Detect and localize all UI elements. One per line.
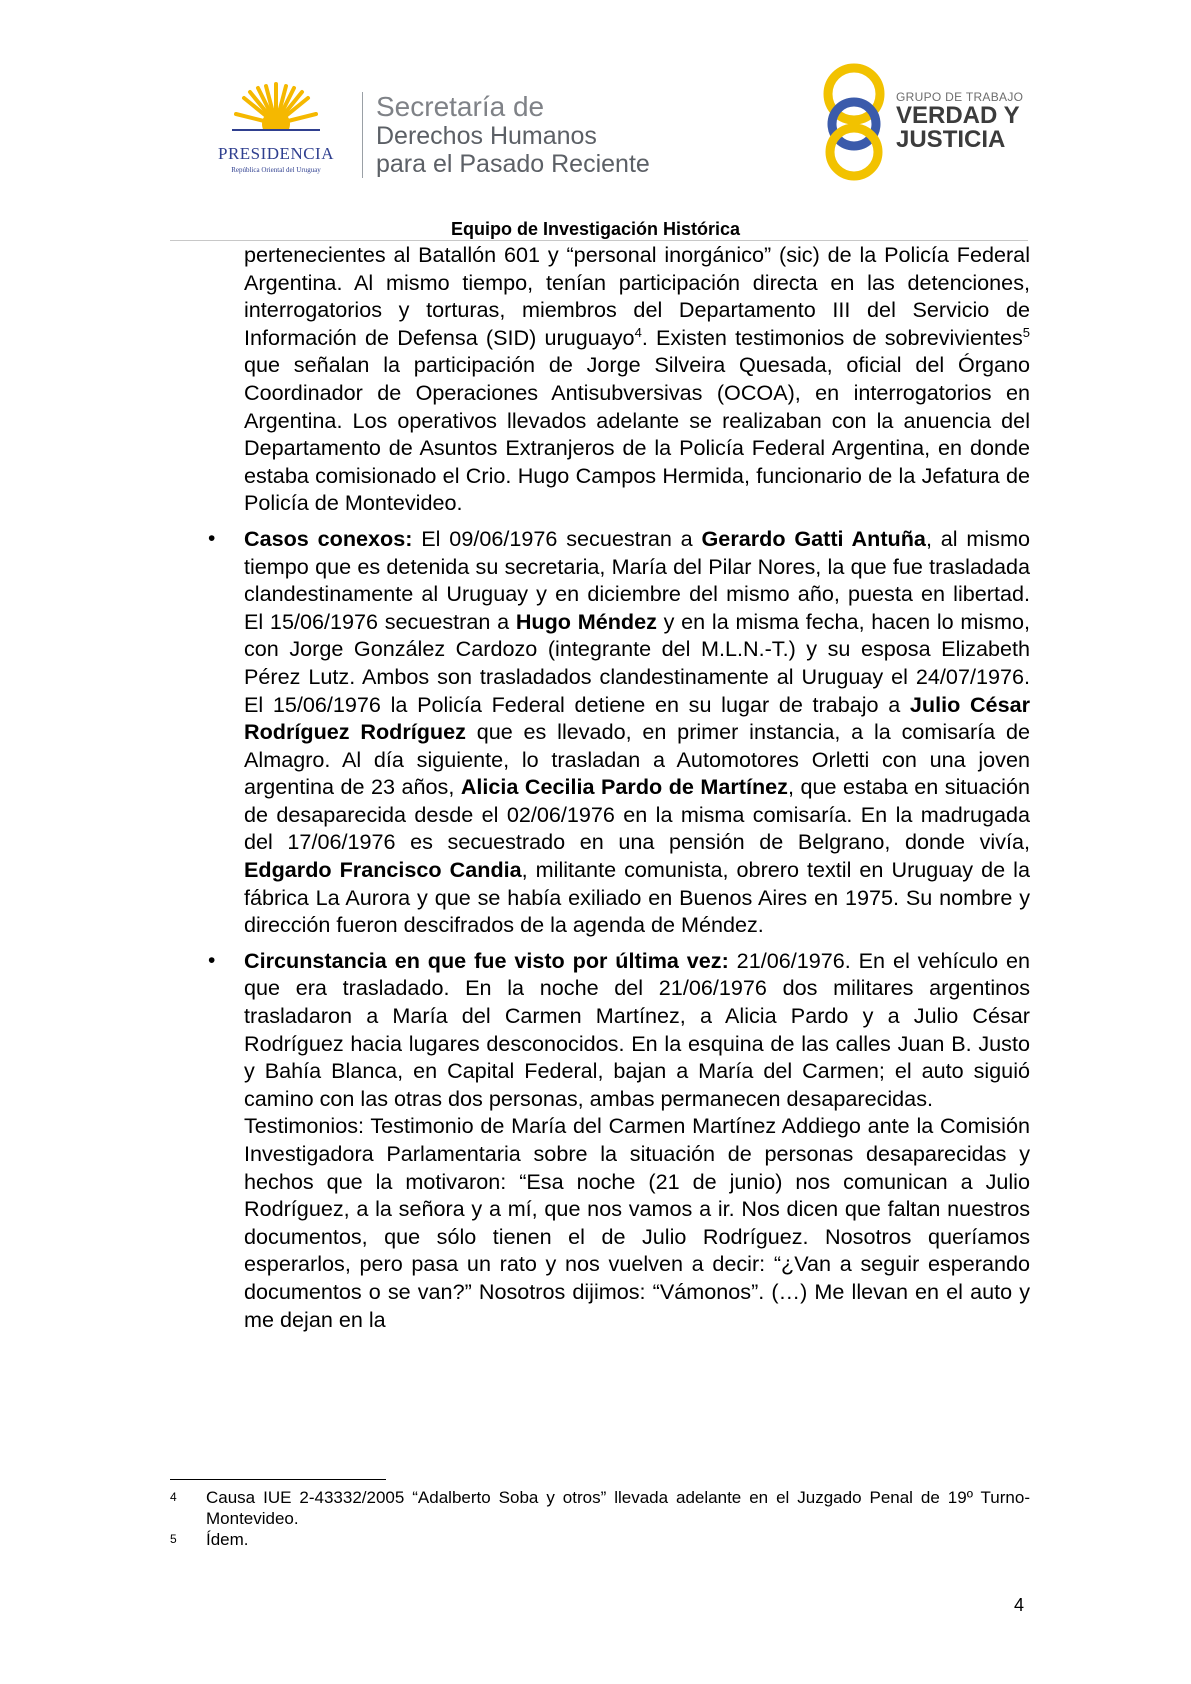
- text-run: El 09/06/1976 secuestran a: [412, 525, 702, 551]
- footnote-separator: [170, 1479, 386, 1480]
- footnotes: [170, 1487, 1030, 1550]
- gtvj-line-2: VERDAD Y: [896, 102, 1020, 129]
- footnote-number: 4: [170, 1490, 177, 1504]
- interlocking-rings-icon: [820, 62, 900, 182]
- secretaria-logo-text: [376, 92, 650, 178]
- bullet-marker: •: [208, 948, 216, 972]
- text-run: , que estaba en situación de desaparecida desde el 02/06/1976 en la misma comisaría. En la madrugada del 17/06/1976 es secuestrado en una pensión de Belgrano, donde vivía,: [244, 774, 1030, 855]
- text-run: . Existen testimonios de sobrevivientes: [641, 324, 1023, 350]
- text-run: que señalan la participación de Jorge Silveira Quesada, oficial del Órgano Coordinador de Operaciones Antisubversivas (OCOA), en interrogatorios en Argentina. Los operativos llevados adelante se realizaban con la anuencia del Departamento de Asuntos Extranjeros de la Policía Federal Argentina, en donde estaba comisionado el Crio. Hugo Campos Hermida, funcionario de la Jefatura de Policía de Montevideo.: [244, 352, 1030, 516]
- page-header: [0, 0, 1191, 239]
- footnote-number: 5: [170, 1532, 177, 1546]
- secretaria-line-1: Secretaría de: [376, 91, 545, 122]
- text-run: que es llevado, en primer instancia, a la comisaría de Almagro. Al día siguiente, lo trasladan a Automotores Orletti con una joven argentina de 23 años,: [244, 719, 1030, 800]
- footnote-text: Causa IUE 2-43332/2005 “Adalberto Soba y otros” llevada adelante en el Juzgado Penal de 19º Turno-Montevideo.: [206, 1488, 1030, 1528]
- bullet-text: [244, 947, 1030, 1113]
- bullet-text: [244, 525, 1030, 939]
- sun-icon: [232, 80, 320, 146]
- presidencia-wordmark: PRESIDENCIA: [217, 144, 334, 163]
- paragraph-continuation: [244, 241, 1030, 517]
- bullet-casos-conexos: [208, 525, 1030, 939]
- person-name: Julio César Rodríguez Rodríguez: [244, 691, 1030, 745]
- text-run: , militante comunista, obrero textil en Uruguay de la fábrica La Aurora y que se había exiliado en Buenos Aires en 1975. Su nombre y dirección fueron descifrados de la agenda de Méndez.: [244, 857, 1030, 938]
- bullet-label: Circunstancia en que fue visto por última vez:: [244, 947, 729, 973]
- person-name: Hugo Méndez: [515, 608, 657, 634]
- footnote-4: [170, 1487, 1030, 1529]
- bullet-label: Casos conexos:: [244, 525, 413, 551]
- text-run: pertenecientes al Batallón 601 y “personal inorgánico” (sic) de la Policía Federal Argentina. Al mismo tiempo, tenían participación directa en las detenciones, interrogatorios y torturas, miembros del Departamento III del Servicio de Información de Defensa (SID) uruguayo: [244, 242, 1030, 350]
- testimonios-paragraph: Testimonios: Testimonio de María del Carmen Martínez Addiego ante la Comisión Investigadora Parlamentaria sobre la situación de personas desaparecidas y hechos que la motivaron: “Esa noche (21 de junio) nos comunican a Julio Rodríguez, a la señora y a mí, que nos vamos a ir. Nos dicen que faltan nuestros documentos, que sólo tienen el de Julio Rodríguez. Nosotros queríamos esperarlos, pero pasa un rato y nos vuelven a decir: “¿Van a seguir esperando documentos o se van?” Nosotros dijimos: “Vámonos”. (…) Me llevan en el auto y me dejan en la: [244, 1113, 1030, 1332]
- bullet-ultima-vez: [208, 947, 1030, 1333]
- text-run: , al mismo tiempo que es detenida su secretaria, María del Pilar Nores, la que fue trasladada clandestinamente al Uruguay y en diciembre del mismo año, puesta en libertad. El 15/06/1976 secuestran a: [244, 525, 1030, 634]
- footnote-5: [170, 1529, 1030, 1550]
- footnote-text: Ídem.: [206, 1530, 249, 1549]
- person-name: Alicia Cecilia Pardo de Martínez: [460, 774, 788, 800]
- presidencia-subtitle: República Oriental del Uruguay: [231, 166, 321, 174]
- page-number: 4: [1014, 1595, 1025, 1615]
- bullet-marker: •: [208, 526, 216, 550]
- gtvj-line-1: GRUPO DE TRABAJO: [896, 90, 1024, 104]
- person-name: Edgardo Francisco Candia: [244, 857, 522, 883]
- presidencia-logo: [196, 80, 356, 180]
- text-run: 21/06/1976. En el vehículo en que era trasladado. En la noche del 21/06/1976 dos militares argentinos trasladaron a María del Carmen Martínez, a Alicia Pardo y a Julio César Rodríguez hacia lugares desconocidos. En la esquina de las calles Juan B. Justo y Bahía Blanca, en Capital Federal, bajan a María del Carmen; el auto siguió camino con las otras dos personas, ambas permanecen desaparecidas.: [244, 947, 1030, 1111]
- footnote-ref-4[interactable]: 4: [634, 324, 642, 340]
- document-body: [208, 241, 1031, 1333]
- secretaria-line-3: para el Pasado Reciente: [376, 150, 650, 178]
- gtvj-line-3: JUSTICIA: [896, 126, 1006, 153]
- verdad-justicia-logo: [820, 62, 1040, 182]
- text-run: y en la misma fecha, hacen lo mismo, con Jorge González Cardozo (integrante del M.L.N.-T.) y su esposa Elizabeth Pérez Lutz. Ambos son trasladados clandestinamente al Uruguay el 24/07/1976. El 15/06/1976 la Policía Federal detiene en su lugar de trabajo a: [244, 608, 1030, 717]
- footnote-ref-5[interactable]: 5: [1022, 324, 1031, 340]
- team-title: Equipo de Investigación Histórica: [450, 219, 741, 239]
- logo-divider: [362, 92, 363, 178]
- verdad-justicia-text: [896, 90, 1023, 152]
- secretaria-line-2: Derechos Humanos: [376, 122, 597, 150]
- person-name: Gerardo Gatti Antuña: [701, 525, 926, 551]
